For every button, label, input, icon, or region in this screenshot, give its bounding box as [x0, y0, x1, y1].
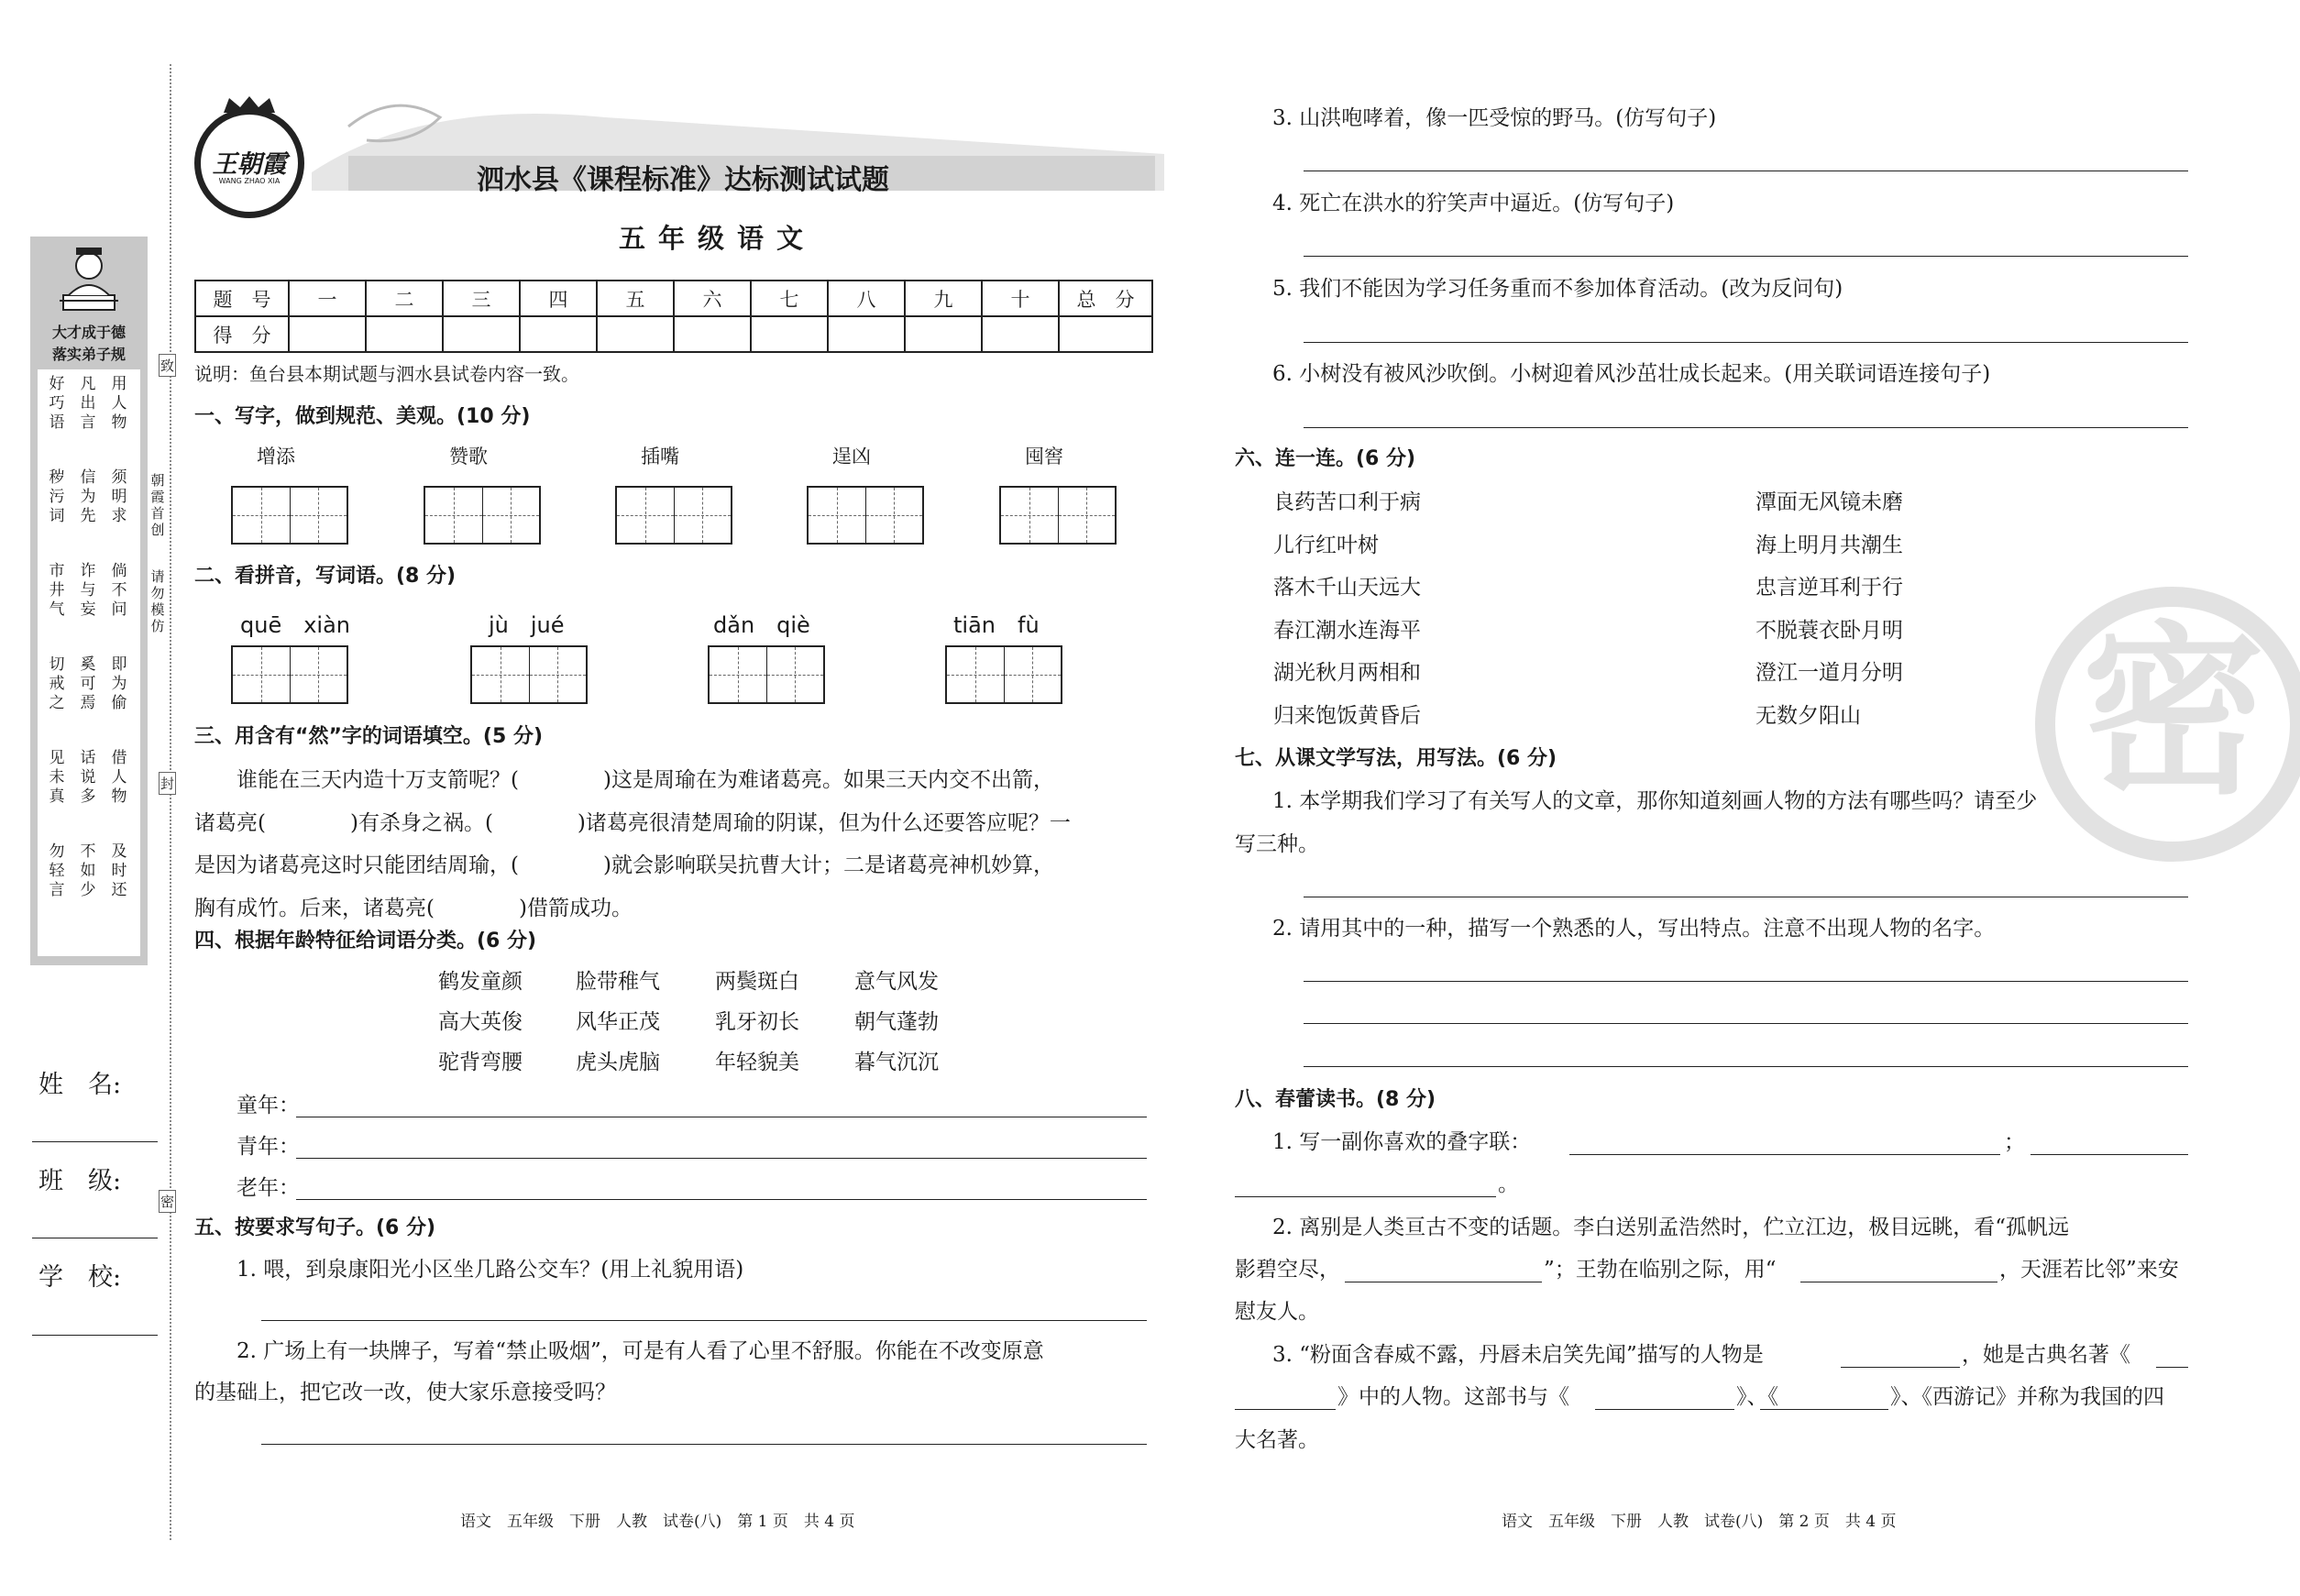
margin-note-2: 请 勿 模 仿 — [150, 568, 165, 634]
dizigui-column: 信 为 先 — [80, 468, 96, 525]
score-input-cell[interactable] — [751, 316, 828, 352]
score-header-cell: 九 — [905, 281, 982, 316]
scholar-figure-icon — [50, 242, 127, 319]
s5-q2-line1: 2. 广场上有一块牌子，写着“禁止吸烟”，可是有人看了心里不舒服。你能在不改变原意 — [237, 1339, 1044, 1363]
s2-pinyin: dǎn qiè — [713, 612, 810, 638]
s8-q1-answer-b[interactable] — [2030, 1154, 2188, 1155]
margin-note-1: 朝 霞 首 创 — [150, 472, 165, 538]
s1-grid-cell — [233, 488, 291, 543]
score-input-cell[interactable] — [443, 316, 520, 352]
s4-word: 两鬓斑白 — [715, 970, 799, 994]
score-header-cell: 一 — [289, 281, 366, 316]
s5-q1-answer[interactable] — [261, 1320, 1147, 1321]
s4-word: 朝气蓬勃 — [854, 1010, 939, 1034]
s3-line-4: 胸有成竹。后来，诸葛亮( )借箭成功。 — [194, 896, 633, 920]
s7-q2: 2. 请用其中的一种，描写一个熟悉的人，写出特点。注意不出现人物的名字。 — [1272, 917, 1996, 941]
score-header-cell: 六 — [674, 281, 751, 316]
score-input-cell[interactable] — [366, 316, 443, 352]
s2-grid-cell — [1005, 647, 1062, 702]
s8-q3-d: 》、《 — [1736, 1385, 1778, 1409]
s6-right-item[interactable]: 海上明月共潮生 — [1755, 533, 1903, 557]
s5-q6-answer[interactable] — [1304, 427, 2188, 428]
s2-grid-cell — [767, 647, 824, 702]
s4-word: 高大英俊 — [438, 1010, 523, 1034]
s1-grid[interactable] — [231, 486, 348, 545]
s8-title: 八、春蕾读书。(8 分) — [1235, 1088, 1436, 1111]
s5-q4-answer[interactable] — [1304, 256, 2188, 257]
s1-word: 插嘴 — [641, 446, 679, 468]
score-header-cell: 八 — [828, 281, 905, 316]
s4-label: 青年： — [237, 1135, 300, 1159]
s6-title: 六、连一连。(6 分) — [1235, 447, 1416, 470]
score-value-row — [195, 316, 1152, 352]
s6-left-item[interactable]: 落木千山天远大 — [1273, 576, 1421, 600]
s2-title: 二、看拼音，写词语。(8 分) — [194, 565, 457, 588]
s6-right-item[interactable]: 不脱蓑衣卧月明 — [1755, 618, 1903, 643]
s6-right-item[interactable]: 无数夕阳山 — [1755, 703, 1861, 728]
score-input-cell[interactable] — [520, 316, 597, 352]
s2-pinyin: quē xiàn — [240, 612, 350, 638]
s8-q3-b: ，她是古典名著《 — [1962, 1343, 2130, 1367]
score-header-cell: 七 — [751, 281, 828, 316]
s1-grid[interactable] — [424, 486, 541, 545]
s5-q6: 6. 小树没有被风沙吹倒。小树迎着风沙茁壮成长起来。(用关联词语连接句子) — [1272, 362, 1991, 386]
s8-q3-answer-d[interactable] — [1595, 1409, 1734, 1410]
s5-title: 五、按要求写句子。(6 分) — [194, 1216, 436, 1239]
s5-q3: 3. 山洪咆哮着，像一匹受惊的野马。(仿写句子) — [1272, 106, 1717, 130]
exam-title: 泗水县《课程标准》达标测试试题 — [477, 164, 889, 196]
margin-mi: 密 — [159, 1190, 176, 1213]
score-input-cell[interactable] — [597, 316, 674, 352]
name-label: 姓 名: — [39, 1071, 122, 1099]
moral-strip — [30, 237, 148, 965]
s7-q2-answer-3[interactable] — [1304, 1066, 2188, 1067]
s7-q2-answer-2[interactable] — [1304, 1023, 2188, 1024]
s5-q5: 5. 我们不能因为学习任务重而不参加体育活动。(改为反问句) — [1272, 277, 1843, 301]
s4-label: 童年： — [237, 1094, 300, 1117]
s4-word: 意气风发 — [854, 970, 939, 994]
dizigui-column: 不 如 少 — [80, 842, 96, 899]
s4-word: 风华正茂 — [576, 1010, 660, 1034]
score-header-cell: 二 — [366, 281, 443, 316]
dizigui-column: 奚 可 焉 — [80, 655, 96, 712]
score-header-cell: 三 — [443, 281, 520, 316]
logo-text: 王朝霞 — [212, 150, 287, 179]
s3-line-1: 谁能在三天内造十万支箭呢？( )这是周瑜在为难诸葛亮。如果三天内交不出箭， — [237, 768, 1054, 792]
score-input-cell[interactable] — [674, 316, 751, 352]
s8-q1-answer-c[interactable] — [1235, 1196, 1496, 1197]
dizigui-column: 见 未 真 — [49, 749, 65, 806]
s7-title: 七、从课文学写法，用写法。(6 分) — [1235, 747, 1557, 770]
dizigui-column: 即 为 偷 — [111, 655, 127, 712]
s2-grid-cell — [233, 647, 291, 702]
dizigui-column: 好 巧 语 — [49, 375, 65, 432]
s8-q3-line3: 大名著。 — [1235, 1428, 1319, 1452]
score-header-cell: 题 号 — [195, 281, 289, 316]
s2-grid-cell — [472, 647, 530, 702]
score-input-cell[interactable] — [982, 316, 1059, 352]
s2-pinyin: jù jué — [489, 612, 565, 638]
class-label: 班 级: — [39, 1167, 122, 1195]
s7-q1-line1: 1. 本学期我们学习了有关写人的文章，那你知道刻画人物的方法有哪些吗？请至少 — [1272, 789, 2038, 813]
s6-left-item[interactable]: 儿行红叶树 — [1273, 533, 1379, 557]
s8-q3-a: 3. “粉面含春威不露，丹唇未启笑先闻”描写的人物是 — [1272, 1343, 1764, 1367]
logo-subtext: WANG ZHAO XIA — [218, 177, 281, 185]
s4-word: 驼背弯腰 — [438, 1051, 523, 1074]
binding-line — [170, 64, 171, 1540]
s1-word: 囤窖 — [1025, 446, 1063, 468]
score-header-cell: 五 — [597, 281, 674, 316]
s1-grid[interactable] — [615, 486, 732, 545]
s8-q1: 1. 写一副你喜欢的叠字联： — [1272, 1130, 1532, 1154]
s4-word: 暮气沉沉 — [854, 1051, 939, 1074]
dizigui-column: 凡 出 言 — [80, 375, 96, 432]
s5-q2-answer[interactable] — [261, 1444, 1147, 1445]
margin-zhi: 致 — [159, 354, 176, 377]
s3-line-3: 是因为诸葛亮这时只能团结周瑜，( )就会影响联吴抗曹大计；二是诸葛亮神机妙算， — [194, 853, 1054, 877]
s1-grid[interactable] — [807, 486, 924, 545]
s8-q3-c: 》中的人物。这部书与《 — [1337, 1385, 1569, 1409]
dizigui-column: 借 人 物 — [111, 749, 127, 806]
score-table — [194, 280, 1153, 353]
s2-grid-cell — [947, 647, 1005, 702]
s4-answer-line[interactable] — [296, 1158, 1147, 1159]
strip-slogan-1: 大才成于德 — [51, 324, 126, 341]
s1-grid-cell — [1001, 488, 1059, 543]
s8-q2-b: ”；王勃在临别之际，用“ — [1544, 1258, 1777, 1282]
s6-left-item[interactable]: 归来饱饭黄昏后 — [1273, 703, 1421, 728]
s2-grid-cell — [710, 647, 767, 702]
s1-grid[interactable] — [999, 486, 1117, 545]
s2-grid[interactable] — [231, 645, 348, 704]
s8-q1-end: 。 — [1498, 1172, 1519, 1196]
score-input-cell[interactable] — [905, 316, 982, 352]
s2-pinyin: tiān fù — [953, 612, 1040, 638]
s1-grid-cell — [675, 488, 732, 543]
s3-title: 三、用含有“然”字的词语填空。(5 分) — [194, 725, 543, 748]
s1-grid-cell — [1059, 488, 1116, 543]
s5-q5-answer[interactable] — [1304, 342, 2188, 343]
s4-word: 鹤发童颜 — [438, 970, 523, 994]
score-input-cell[interactable] — [828, 316, 905, 352]
s8-q1-answer-a[interactable] — [1569, 1154, 2000, 1155]
s1-grid-cell — [291, 488, 347, 543]
watermark-glyph: 密 — [2081, 606, 2265, 820]
s1-grid-cell — [809, 488, 866, 543]
s1-word: 逞凶 — [832, 446, 871, 468]
s1-title: 一、写字，做到规范、美观。(10 分) — [194, 405, 531, 428]
dizigui-column: 切 戒 之 — [49, 655, 65, 712]
s7-q1-line2: 写三种。 — [1235, 832, 1319, 856]
s8-q2-line1: 2. 离别是人类亘古不变的话题。李白送别孟浩然时，伫立江边，极目远眺，看“孤帆远 — [1272, 1216, 2070, 1239]
s4-label: 老年： — [237, 1176, 300, 1200]
s5-q2-line2: 的基础上，把它改一改，使大家乐意接受吗？ — [194, 1381, 616, 1404]
s4-answer-line[interactable] — [296, 1199, 1147, 1200]
footer-right: 语文 五年级 下册 人教 试卷(八) 第 2 页 共 4 页 — [1502, 1513, 1897, 1531]
s8-q3-answer-b[interactable] — [2156, 1367, 2188, 1368]
score-header-cell: 四 — [520, 281, 597, 316]
footer-left: 语文 五年级 下册 人教 试卷(八) 第 1 页 共 4 页 — [460, 1513, 855, 1531]
s4-title: 四、根据年龄特征给词语分类。(6 分) — [194, 930, 537, 952]
s6-right-item[interactable]: 澄江一道月分明 — [1755, 661, 1903, 685]
s4-word: 脸带稚气 — [576, 970, 660, 994]
dizigui-column: 及 时 还 — [111, 842, 127, 899]
dizigui-column: 话 说 多 — [80, 749, 96, 806]
score-row-label: 得 分 — [195, 316, 289, 352]
crown-icon — [220, 94, 279, 115]
s1-grid-cell — [866, 488, 923, 543]
exam-subtitle: 五年级语文 — [619, 223, 817, 254]
s8-q3-answer-c[interactable] — [1235, 1409, 1336, 1410]
logo — [194, 108, 304, 218]
secret-watermark — [2035, 587, 2300, 862]
school-label: 学 校: — [39, 1263, 122, 1292]
dizigui-text — [38, 369, 140, 956]
s1-grid-cell — [617, 488, 675, 543]
s2-grid[interactable] — [470, 645, 588, 704]
score-header-cell: 总 分 — [1059, 281, 1152, 316]
score-input-cell[interactable] — [289, 316, 366, 352]
score-input-cell[interactable] — [1059, 316, 1152, 352]
s1-grid-cell — [425, 488, 483, 543]
score-header-row — [195, 281, 1152, 316]
exam-note: 说明：鱼台县本期试题与泗水县试卷内容一致。 — [194, 363, 579, 385]
dizigui-column: 须 明 求 — [111, 468, 127, 525]
s8-q2-c: ，天涯若比邻”来安 — [1999, 1258, 2179, 1282]
margin-feng: 封 — [159, 772, 176, 795]
s1-grid-cell — [483, 488, 540, 543]
s4-word: 乳牙初长 — [715, 1010, 799, 1034]
s6-left-item[interactable]: 春江潮水连海平 — [1273, 618, 1421, 643]
s5-q4: 4. 死亡在洪水的狞笑声中逼近。(仿写句子) — [1272, 192, 1675, 215]
s1-word: 赞歌 — [449, 446, 488, 468]
s2-grid[interactable] — [945, 645, 1062, 704]
s6-right-item[interactable]: 忠言逆耳利于行 — [1755, 576, 1903, 600]
s8-q3-answer-a[interactable] — [1841, 1367, 1960, 1368]
s5-q1: 1. 喂，到泉康阳光小区坐几路公交车？(用上礼貌用语) — [237, 1258, 744, 1282]
dizigui-column: 用 人 物 — [111, 375, 127, 432]
score-header-cell: 十 — [982, 281, 1059, 316]
s2-grid[interactable] — [708, 645, 825, 704]
school-field[interactable] — [32, 1335, 158, 1336]
dizigui-column: 市 井 气 — [49, 562, 65, 619]
s4-word: 虎头虎脑 — [576, 1051, 660, 1074]
s7-q2-answer-1[interactable] — [1304, 981, 2188, 982]
s8-q2-line3: 慰友人。 — [1235, 1300, 1319, 1324]
s3-paragraph — [194, 759, 1157, 930]
s8-q3-e: 》、《西游记》并称为我国的四 — [1890, 1385, 2164, 1409]
dizigui-column: 勿 轻 言 — [49, 842, 65, 899]
dizigui-column: 倘 不 问 — [111, 562, 127, 619]
s6-right-item[interactable]: 潭面无风镜未磨 — [1755, 490, 1903, 514]
s2-grid-cell — [530, 647, 587, 702]
dizigui-column: 诈 与 妄 — [80, 562, 96, 619]
s1-word: 增添 — [257, 446, 295, 468]
name-field[interactable] — [32, 1141, 158, 1142]
s2-grid-cell — [291, 647, 347, 702]
s3-line-2: 诸葛亮( )有杀身之祸。( )诸葛亮很清楚周瑜的阴谋，但为什么还要答应呢？一 — [194, 810, 1071, 835]
s4-word: 年轻貌美 — [715, 1051, 799, 1074]
s8-q2-a: 影碧空尽， — [1235, 1258, 1340, 1282]
s8-q3-answer-e[interactable] — [1760, 1409, 1888, 1410]
dizigui-column: 秽 污 词 — [49, 468, 65, 525]
s6-left-item[interactable]: 良药苦口利于病 — [1273, 490, 1421, 514]
s8-q1-sep: ； — [2004, 1130, 2025, 1154]
strip-slogan-2: 落实弟子规 — [51, 346, 126, 363]
s6-left-item[interactable]: 湖光秋月两相和 — [1273, 661, 1421, 685]
